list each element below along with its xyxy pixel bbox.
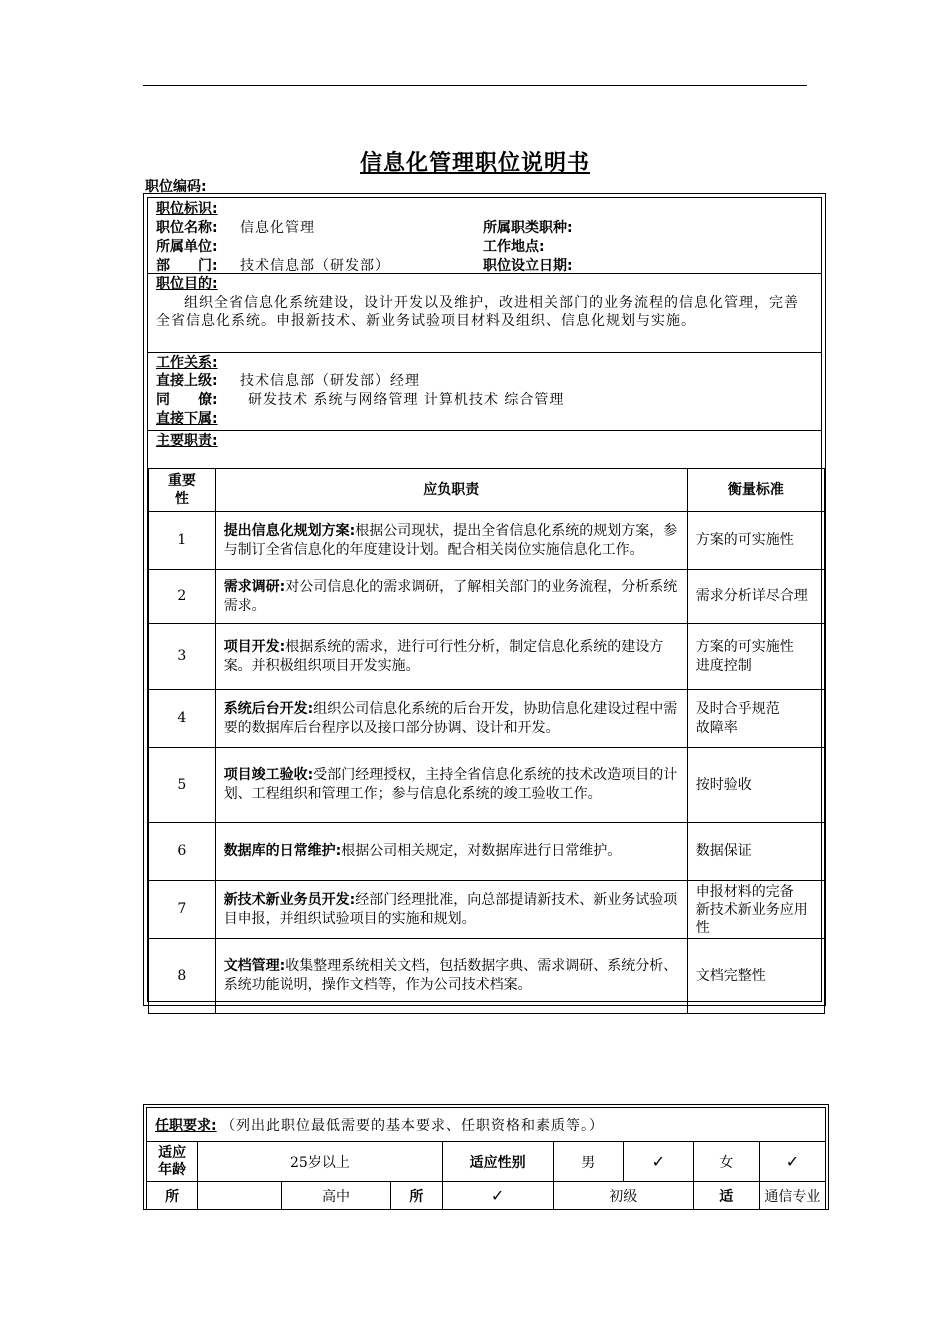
- location-label: 工作地点:: [483, 239, 545, 255]
- standard-cell: 申报材料的完备 新技术新业务应用性: [687, 881, 824, 939]
- row-number: 3: [149, 624, 216, 690]
- duty-title: 文档管理:: [223, 958, 286, 974]
- row-number: 8: [149, 939, 216, 1014]
- duty-table: [148, 468, 825, 1014]
- duty-desc: 组织公司信息化系统的后台开发，协助信息化建设过程中需要的数据库后台程序以及接口部分协调、设计和开发。: [223, 700, 678, 736]
- row-number: 2: [149, 570, 216, 624]
- purpose-text: 组织全省信息化系统建设，设计开发以及维护，改进相关部门的业务流程的信息化管理，完善全省信息化系统。申报新技术、新业务试验项目材料及组织、信息化规划与实施。: [156, 295, 799, 329]
- req-check-icon: ✓: [442, 1182, 553, 1210]
- standard-cell: 需求分析详尽合理: [687, 570, 824, 624]
- row-number: 4: [149, 690, 216, 748]
- duty-desc: 受部门经理授权，主持全省信息化系统的技术改造项目的计划、工程组织和管理工作；参与信息化系统的竣工验收工作。: [223, 767, 678, 802]
- duty-cell: [215, 823, 687, 881]
- peer-label: 同 僚:: [156, 392, 218, 408]
- superior-value: 技术信息部（研发部）经理: [240, 373, 420, 389]
- duty-title: 系统后台开发:: [223, 700, 314, 717]
- male-label: 男: [553, 1142, 623, 1182]
- table-row: [149, 748, 825, 823]
- duty-title: 项目竣工验收:: [223, 767, 314, 783]
- row-number: 6: [149, 823, 216, 881]
- table-row: [149, 881, 825, 939]
- header-rule: [143, 85, 807, 86]
- male-check-icon: ✓: [623, 1142, 693, 1182]
- page-title: 信息化管理职位说明书: [359, 151, 590, 176]
- requirements-header: 任职要求:: [155, 1117, 217, 1134]
- standard-cell: 方案的可实施性 进度控制: [687, 624, 824, 690]
- dept-label: 部 门:: [156, 258, 218, 274]
- req-cell: 高中: [281, 1182, 390, 1210]
- duty-cell: [215, 570, 687, 624]
- female-label: 女: [693, 1142, 759, 1182]
- identity-section: [148, 198, 821, 274]
- row-number: 5: [149, 748, 216, 823]
- duty-title: 提出信息化规划方案:: [223, 522, 356, 539]
- req-cell: 适: [693, 1182, 759, 1210]
- standard-cell: 按时验收: [687, 748, 824, 823]
- table-row: [149, 624, 825, 690]
- position-code-label: 职位编码:: [145, 179, 207, 195]
- gender-label: 适应性别: [442, 1142, 553, 1182]
- relations-header: 工作关系:: [156, 355, 218, 371]
- duty-title: 需求调研:: [223, 578, 286, 595]
- requirements-row-3: [147, 1182, 826, 1210]
- header-importance: 重要 性: [149, 469, 216, 512]
- unit-label: 所属单位:: [156, 239, 218, 255]
- requirements-header-row: [147, 1108, 826, 1142]
- purpose-header: 职位目的:: [156, 276, 218, 292]
- setup-date-label: 职位设立日期:: [483, 258, 573, 274]
- peer-value: 研发技术 系统与网络管理 计算机技术 综合管理: [248, 392, 565, 408]
- req-cell: 所: [391, 1182, 442, 1210]
- relations-section: [148, 352, 821, 431]
- name-label: 职位名称:: [156, 220, 218, 236]
- table-row: [149, 570, 825, 624]
- req-cell: [198, 1182, 282, 1210]
- header-standard: 衡量标准: [687, 469, 824, 512]
- age-value: 25岁以上: [198, 1142, 442, 1182]
- duty-title: 数据库的日常维护:: [223, 843, 342, 859]
- standard-cell: 方案的可实施性: [687, 512, 824, 570]
- duty-desc: 根据公司相关规定，对数据库进行日常维护。: [341, 843, 622, 859]
- subordinate-label: 直接下属:: [156, 411, 218, 427]
- requirements-table: [146, 1107, 826, 1210]
- job-description-box: [143, 193, 826, 1006]
- duty-desc: 根据公司现状，提出全省信息化系统的规划方案，参与制订全省信息化的年度建设计划。配合相关岗位实施信息化工作。: [223, 522, 678, 558]
- purpose-section: [148, 273, 821, 353]
- duty-cell: [215, 748, 687, 823]
- table-row: [149, 690, 825, 748]
- req-cell: 通信专业: [759, 1182, 825, 1210]
- duty-cell: [215, 939, 687, 1014]
- dept-value: 技术信息部（研发部）: [240, 258, 390, 274]
- duty-title: 新技术新业务员开发:: [223, 891, 356, 908]
- table-row: [149, 823, 825, 881]
- duty-desc: 经部门经理批准，向总部提请新技术、新业务试验项目申报，并组织试验项目的实施和规划。: [223, 891, 678, 927]
- duty-desc: 根据系统的需求，进行可行性分析，制定信息化系统的建设方案。并积极组织项目开发实施。: [223, 638, 664, 674]
- row-number: 7: [149, 881, 216, 939]
- standard-cell: 文档完整性: [687, 939, 824, 1014]
- duty-desc: 对公司信息化的需求调研，了解相关部门的业务流程，分析系统需求。: [223, 578, 678, 614]
- standard-cell: 数据保证: [687, 823, 824, 881]
- table-row: [149, 512, 825, 570]
- duty-cell: [215, 624, 687, 690]
- requirements-age-row: [147, 1142, 826, 1182]
- table-row: [149, 939, 825, 1014]
- duty-cell: [215, 512, 687, 570]
- req-cell: 初级: [553, 1182, 693, 1210]
- duty-cell: [215, 881, 687, 939]
- duty-cell: [215, 690, 687, 748]
- identity-header: 职位标识:: [156, 201, 218, 217]
- superior-label: 直接上级:: [156, 373, 218, 389]
- category-label: 所属职类职种:: [483, 220, 573, 236]
- female-check-icon: ✓: [759, 1142, 825, 1182]
- requirements-box: [143, 1104, 829, 1210]
- name-value: 信息化管理: [240, 220, 315, 236]
- req-cell: 所: [147, 1182, 198, 1210]
- job-description-inner: [147, 197, 822, 1002]
- duties-label: 主要职责:: [156, 433, 218, 449]
- row-number: 1: [149, 512, 216, 570]
- duty-desc: 收集整理系统相关文档，包括数据字典、需求调研、系统分析、系统功能说明，操作文档等，作为公司技术档案。: [223, 958, 678, 993]
- requirements-note: （列出此职位最低需要的基本要求、任职资格和素质等。）: [221, 1117, 605, 1134]
- age-label: 适应 年龄: [147, 1142, 198, 1182]
- header-duty: 应负职责: [215, 469, 687, 512]
- requirements-header-cell: [147, 1108, 826, 1142]
- standard-cell: 及时合乎规范 故障率: [687, 690, 824, 748]
- duty-table-header: [149, 469, 825, 512]
- duty-title: 项目开发:: [223, 638, 286, 655]
